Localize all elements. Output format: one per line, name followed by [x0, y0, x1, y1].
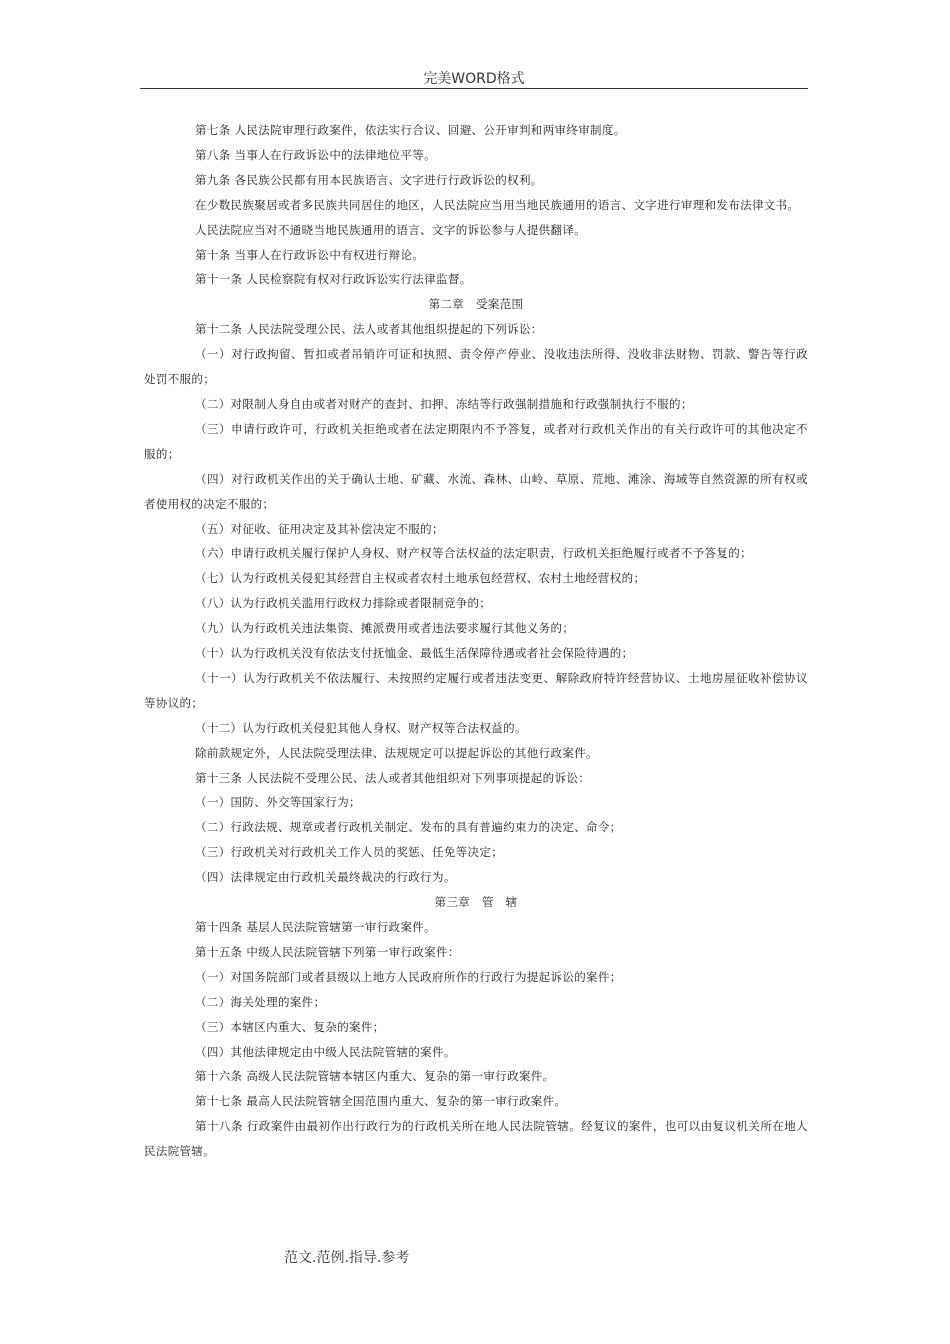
- article-paragraph: （八）认为行政机关滥用行政权力排除或者限制竞争的；: [195, 596, 492, 611]
- article-paragraph: （三）申请行政许可，行政机关拒绝或者在法定期限内不予答复，或者对行政机关作出的有关行政许可的其他决定不服的；: [144, 421, 808, 461]
- article-paragraph: 第十五条 中级人民法院管辖下列第一审行政案件：: [195, 944, 460, 959]
- article-paragraph: （一）对国务院部门或者县级以上地方人民政府所作的行政行为提起诉讼的案件；: [195, 969, 622, 984]
- article-paragraph: 第七条 人民法院审理行政案件，依法实行合议、回避、公开审判和两审终审制度。: [195, 123, 626, 137]
- article-paragraph: （二）行政法规、规章或者行政机关制定、发布的具有普遍约束力的决定、命令；: [195, 820, 622, 835]
- chapter-heading: 第二章 受案范围: [428, 297, 524, 312]
- article-paragraph: 除前款规定外，人民法院受理法律、法规规定可以提起诉讼的其他行政案件。: [195, 745, 598, 760]
- article-paragraph: （四）法律规定由行政机关最终裁决的行政行为。: [195, 870, 456, 885]
- article-paragraph: （三）行政机关对行政机关工作人员的奖惩、任免等决定；: [195, 845, 504, 860]
- article-paragraph: （二）对限制人身自由或者对财产的查封、扣押、冻结等行政强制措施和行政强制执行不服的；: [195, 396, 693, 411]
- page-footer: 范文.范例.指导.参考: [284, 1250, 410, 1266]
- article-paragraph: 在少数民族聚居或者多民族共同居住的地区，人民法院应当用当地民族通用的语言、文字进行审理和发布法律文书。: [195, 197, 800, 212]
- article-paragraph: 第十一条 人民检察院有权对行政诉讼实行法律监督。: [195, 272, 472, 287]
- article-paragraph: 第十八条 行政案件由最初作出行政行为的行政机关所在地人民法院管辖。经复议的案件，也可以由复议机关所在地人民法院管辖。: [144, 1119, 808, 1159]
- chapter-heading: 第三章 管 辖: [434, 895, 518, 910]
- article-paragraph: 第八条 当事人在行政诉讼中的法律地位平等。: [195, 147, 437, 162]
- article-paragraph: 第十二条 人民法院受理公民、法人或者其他组织提起的下列诉讼：: [195, 322, 543, 337]
- article-paragraph: 第十三条 人民法院不受理公民、法人或者其他组织对下列事项提起的诉讼：: [195, 770, 591, 785]
- article-paragraph: 第十条 当事人在行政诉讼中有权进行辩论。: [195, 247, 425, 262]
- article-paragraph: （九）认为行政机关违法集资、摊派费用或者违法要求履行其他义务的；: [195, 621, 575, 636]
- article-paragraph: 人民法院应当对不通晓当地民族通用的语言、文字的诉讼参与人提供翻译。: [195, 222, 587, 237]
- article-paragraph: 第十七条 最高人民法院管辖全国范围内重大、复杂的第一审行政案件。: [195, 1094, 567, 1109]
- article-paragraph: 第九条 各民族公民都有用本民族语言、文字进行行政诉讼的权利。: [195, 172, 543, 187]
- article-paragraph: （四）其他法律规定由中级人民法院管辖的案件。: [195, 1044, 456, 1059]
- article-paragraph: （十二）认为行政机关侵犯其他人身权、财产权等合法权益的。: [195, 720, 527, 735]
- article-paragraph: （五）对征收、征用决定及其补偿决定不服的；: [195, 521, 444, 536]
- article-paragraph: 第十六条 高级人民法院管辖本辖区内重大、复杂的第一审行政案件。: [195, 1069, 555, 1084]
- article-paragraph: （七）认为行政机关侵犯其经营自主权或者农村土地承包经营权、农村土地经营权的；: [195, 571, 646, 586]
- article-paragraph: （三）本辖区内重大、复杂的案件；: [195, 1019, 385, 1034]
- article-paragraph: （一）对行政拘留、暂扣或者吊销许可证和执照、责令停产停业、没收违法所得、没收非法财物、罚款、警告等行政处罚不服的；: [144, 347, 808, 387]
- header-divider: [140, 88, 808, 89]
- article-paragraph: （十一）认为行政机关不依法履行、未按照约定履行或者违法变更、解除政府特许经营协议、土地房屋征收补偿协议等协议的；: [144, 670, 808, 710]
- article-paragraph: （二）海关处理的案件；: [195, 994, 326, 1009]
- article-paragraph: （四）对行政机关作出的关于确认土地、矿藏、水流、森林、山岭、草原、荒地、滩涂、海域等自然资源的所有权或者使用权的决定不服的；: [144, 471, 808, 511]
- document-body: [144, 118, 808, 1164]
- article-paragraph: （六）申请行政机关履行保护人身权、财产权等合法权益的法定职责，行政机关拒绝履行或者不予答复的；: [195, 546, 752, 561]
- article-paragraph: （十）认为行政机关没有依法支付抚恤金、最低生活保障待遇或者社会保险待遇的；: [195, 646, 634, 661]
- article-paragraph: 第十四条 基层人民法院管辖第一审行政案件。: [195, 920, 437, 934]
- article-paragraph: （一）国防、外交等国家行为；: [195, 795, 361, 810]
- page-header: 完美WORD格式: [423, 71, 525, 87]
